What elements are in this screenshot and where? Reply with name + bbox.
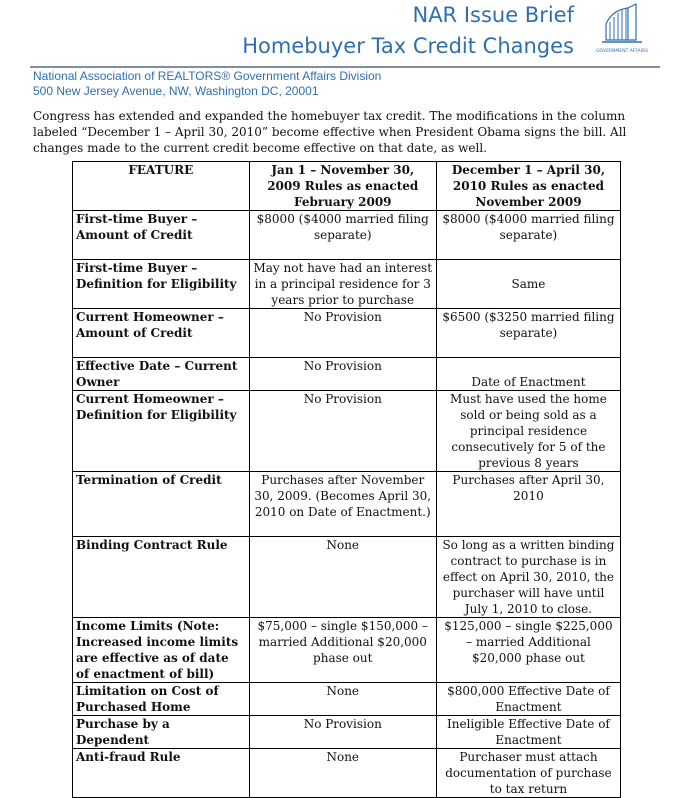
old-rule-cell: Purchases after November 30, 2009. (Becomes April 30, 2010 on Date of Enactment.) xyxy=(249,472,436,537)
new-rule-cell: Ineligible Effective Date of Enactment xyxy=(436,716,620,749)
table-row xyxy=(73,211,621,260)
table-row xyxy=(73,472,621,537)
new-rule-cell: $125,000 – single $225,000 – married Additional $20,000 phase out xyxy=(436,618,620,683)
brief-subtitle: Homebuyer Tax Credit Changes xyxy=(242,34,574,58)
old-rule-cell: None xyxy=(249,749,436,798)
feature-cell: Purchase by a Dependent xyxy=(73,716,250,749)
feature-cell: Income Limits (Note: Increased income limits are effective as of date of enactment of bill) xyxy=(73,618,250,683)
new-rule-cell: $8000 ($4000 married filing separate) xyxy=(436,211,620,260)
table-row xyxy=(73,260,621,309)
header-feature: FEATURE xyxy=(73,162,250,211)
table-row xyxy=(73,683,621,716)
feature-cell: First-time Buyer – Amount of Credit xyxy=(73,211,250,260)
org-address: 500 New Jersey Avenue, NW, Washington DC, 20001 xyxy=(33,84,319,98)
header-divider xyxy=(30,66,660,68)
feature-cell: Binding Contract Rule xyxy=(73,537,250,618)
header-2009-rules: Jan 1 – November 30, 2009 Rules as enacted February 2009 xyxy=(249,162,436,211)
new-rule-cell: Date of Enactment xyxy=(436,358,620,391)
feature-cell: First-time Buyer – Definition for Eligibility xyxy=(73,260,250,309)
table-header-row xyxy=(73,162,621,211)
old-rule-cell: No Provision xyxy=(249,358,436,391)
old-rule-cell: No Provision xyxy=(249,716,436,749)
old-rule-cell: No Provision xyxy=(249,391,436,472)
intro-paragraph: Congress has extended and expanded the homebuyer tax credit. The modifications in the column labeled “December 1 – April 30, 2010” become effective when President Obama signs the bill. All changes made to the current credit become effective on that date, as well. xyxy=(33,109,627,155)
new-rule-cell: Purchases after April 30, 2010 xyxy=(436,472,620,537)
table-row xyxy=(73,618,621,683)
comparison-table xyxy=(72,161,621,798)
table-row xyxy=(73,716,621,749)
old-rule-cell: $8000 ($4000 married filing separate) xyxy=(249,211,436,260)
logo-text: GOVERNMENT AFFAIRS xyxy=(596,49,648,54)
new-rule-cell: $800,000 Effective Date of Enactment xyxy=(436,683,620,716)
brief-title: NAR Issue Brief xyxy=(412,3,574,27)
old-rule-cell: $75,000 – single $150,000 – married Additional $20,000 phase out xyxy=(249,618,436,683)
header-2010-rules: December 1 – April 30, 2010 Rules as enacted November 2009 xyxy=(436,162,620,211)
new-rule-cell: Purchaser must attach documentation of purchase to tax return xyxy=(436,749,620,798)
capitol-dome-icon xyxy=(592,2,652,62)
feature-cell: Current Homeowner – Amount of Credit xyxy=(73,309,250,358)
feature-cell: Termination of Credit xyxy=(73,472,250,537)
old-rule-cell: None xyxy=(249,537,436,618)
table-row xyxy=(73,358,621,391)
feature-cell: Limitation on Cost of Purchased Home xyxy=(73,683,250,716)
feature-cell: Current Homeowner – Definition for Eligibility xyxy=(73,391,250,472)
feature-cell: Effective Date – Current Owner xyxy=(73,358,250,391)
org-name: National Association of REALTORS® Government Affairs Division xyxy=(33,69,382,83)
table-row xyxy=(73,749,621,798)
table-row xyxy=(73,537,621,618)
new-rule-cell: So long as a written binding contract to purchase is in effect on April 30, 2010, the purchaser will have until July 1, 2010 to close. xyxy=(436,537,620,618)
new-rule-cell: Must have used the home sold or being sold as a principal residence consecutively for 5 of the previous 8 years xyxy=(436,391,620,472)
new-rule-cell: Same xyxy=(436,260,620,309)
old-rule-cell: None xyxy=(249,683,436,716)
table-row xyxy=(73,309,621,358)
new-rule-cell: $6500 ($3250 married filing separate) xyxy=(436,309,620,358)
old-rule-cell: May not have had an interest in a principal residence for 3 years prior to purchase xyxy=(249,260,436,309)
feature-cell: Anti-fraud Rule xyxy=(73,749,250,798)
old-rule-cell: No Provision xyxy=(249,309,436,358)
table-row xyxy=(73,391,621,472)
